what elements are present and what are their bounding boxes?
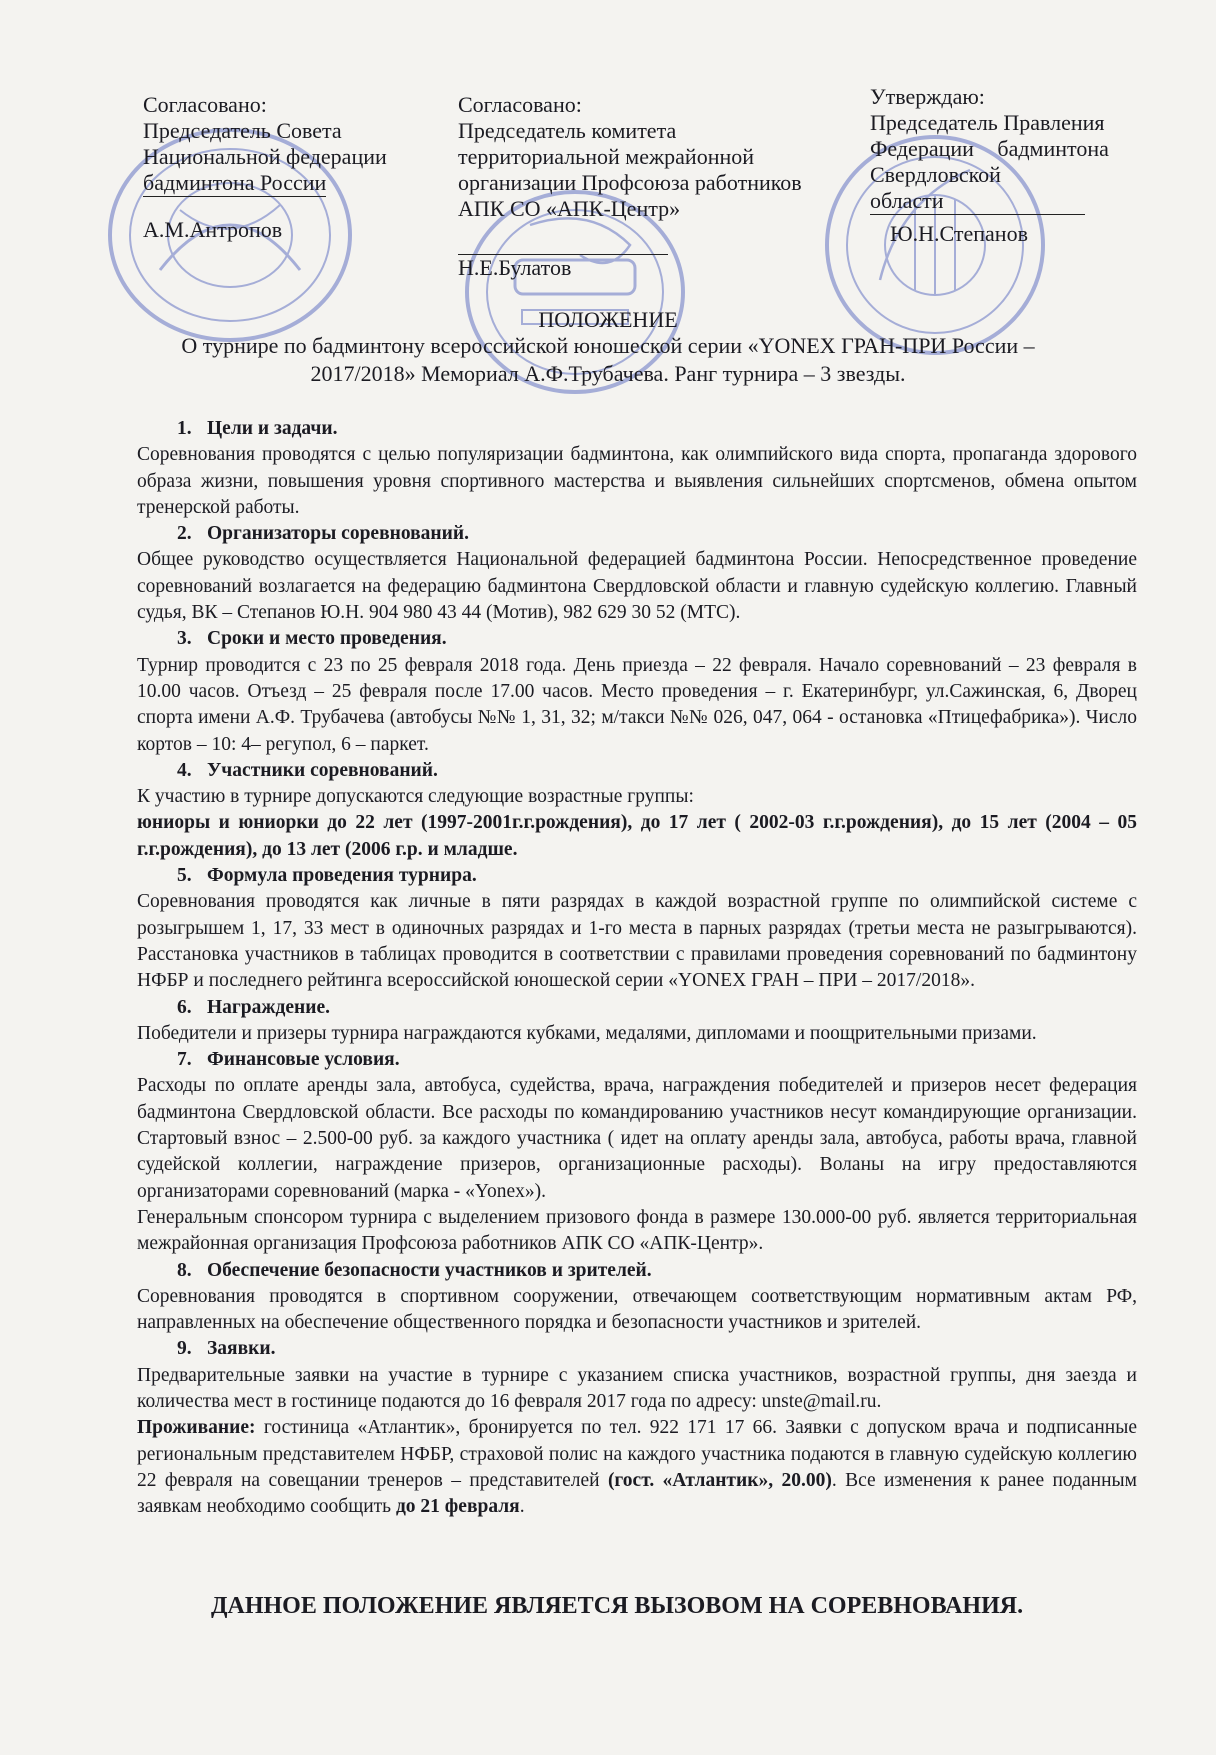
section-number: 7.	[177, 1049, 192, 1071]
approval-line: Председатель Правления	[870, 110, 1105, 135]
approval-left	[143, 92, 443, 243]
section-title: Цели и задачи.	[207, 418, 338, 439]
section-heading	[137, 863, 1137, 889]
living-text: гостиница «Атлантик», бронируется по тел. 922 171 17 66. Заявки с допуском врача и подписанные региональным представителем НФБР, страховой полис на каждого участника подаются в главную судейскую коллегию 22 февраля на совещании тренеров – представителей	[137, 1417, 1138, 1491]
section-text: Генеральным спонсором турнира с выделением призового фонда в размере 130.000-00 руб. является территориальная межрайонная организация Профсоюза работников АПК СО «АПК-Центр».	[137, 1206, 1137, 1255]
approval-right	[870, 84, 1150, 247]
section-heading	[137, 1336, 1137, 1362]
document-subtitle-line1: О турнире по бадминтону всероссийской юношеской серии «YONEX ГРАН-ПРИ России –	[181, 333, 1035, 358]
section-heading	[137, 521, 1137, 547]
section-text: Турнир проводится с 23 по 25 февраля 2018 года. День приезда – 22 февраля. Начало соревнований – 23 февраля в 10.00 часов. Отъезд – 25 февраля после 17.00 часов. Место проведения – г. Екатеринбург, ул.Сажинская, 6, Дворец спорта имени А.Ф. Трубачева (автобусы №№ 1, 31, 32; м/такси №№ 026, 047, 064 - остановка «Птицефабрика»). Число кортов – 10: 4– регупол, 6 – паркет.	[137, 654, 1137, 755]
final-statement: ДАННОЕ ПОЛОЖЕНИЕ ЯВЛЯЕТСЯ ВЫЗОВОМ НА СОРЕВНОВАНИЯ.	[211, 1593, 1024, 1619]
section-heading	[137, 626, 1137, 652]
document-title: ПОЛОЖЕНИЕ	[538, 307, 678, 332]
signatory-name: Ю.Н.Степанов	[890, 221, 1028, 246]
section-number: 8.	[177, 1259, 192, 1281]
meeting-bold: (гост. «Атлантик», 20.00)	[607, 1469, 832, 1491]
living-label: Проживание:	[137, 1417, 256, 1439]
approval-line	[143, 170, 443, 197]
section-number: 2.	[177, 523, 192, 545]
signature-line	[458, 228, 668, 255]
signatory-name: Н.Е.Булатов	[458, 255, 572, 280]
approval-signatory	[143, 217, 443, 243]
section-heading	[137, 995, 1137, 1021]
approval-heading: Согласовано:	[143, 92, 267, 117]
section-number: 5.	[177, 865, 192, 887]
approval-signatory-name	[458, 255, 878, 281]
section-heading	[137, 416, 1137, 442]
approval-signatory	[870, 221, 1150, 247]
section-text: Соревнования проводятся с целью популяризации бадминтона, как олимпийского вида спорта, пропаганда здорового образа жизни, повышения уровня спортивного мастерства и выявления сильнейших спортсменов, обмена опытом тренерской работы.	[137, 444, 1137, 518]
approval-line: территориальной межрайонной	[458, 144, 755, 169]
section-title: Сроки и место проведения.	[207, 628, 447, 650]
section-title: Обеспечение безопасности участников и зрителей.	[207, 1259, 652, 1281]
document-subtitle-line2: 2017/2018» Мемориал А.Ф.Трубачева. Ранг турнира – 3 звезды.	[310, 361, 906, 386]
section-title: Формула проведения турнира.	[207, 865, 477, 887]
section-number: 4.	[177, 759, 192, 781]
section-text: Соревнования проводятся в спортивном сооружении, отвечающем соответствующим нормативным актам РФ, направленных на обеспечение общественного порядка и безопасности участников и зрителей.	[137, 1285, 1137, 1334]
approval-line-underlined: области	[870, 188, 1085, 215]
section-title: Финансовые условия.	[207, 1049, 400, 1071]
section-text: Соревнования проводятся как личные в пяти разрядах в каждой возрастной группе по олимпийской системе с розыгрышем 1, 17, 33 мест в одиночных разрядах и 1-го места в парных разрядах (третьи места не разыгрываются). Расстановка участников в таблицах проводится в соответствии с правилами проведения соревнований по бадминтону НФБР и последнего рейтинга всероссийской юношеской серии «YONEX ГРАН – ПРИ – 2017/2018».	[137, 891, 1137, 992]
document-body	[137, 416, 1137, 1520]
section-number: 1.	[177, 418, 192, 439]
changes-text: . Все изменения к ранее поданным заявкам необходимо сообщить	[137, 1469, 1137, 1518]
section-heading	[137, 1047, 1137, 1073]
signatory-name: А.М.Антропов	[143, 217, 283, 242]
approval-line: организации Профсоюза работников	[458, 170, 802, 195]
section-title: Заявки.	[207, 1338, 276, 1360]
approval-middle	[458, 92, 878, 281]
section-text: Расходы по оплате аренды зала, автобуса, судейства, врача, награждения победителей и призеров несет федерация бадминтона Свердловской области. Все расходы по командированию участников несут командирующие организации. Стартовый взнос – 2.500-00 руб. за каждого участника ( идет на оплату аренды зала, автобуса, работы врача, главной судейской коллегии, награждение призеров, организационные расходы). Воланы на игру предоставляются организаторами соревнований (марка - «Yonex»).	[137, 1075, 1137, 1202]
changes-deadline: до 21 февраля	[395, 1496, 520, 1518]
approval-line: Председатель комитета	[458, 118, 677, 143]
section-title: Участники соревнований.	[207, 759, 438, 781]
section-text: К участию в турнире допускаются следующие возрастные группы:	[137, 786, 694, 808]
approval-line: АПК СО «АПК-Центр»	[458, 196, 681, 221]
section-number: 6.	[177, 996, 192, 1018]
approval-heading: Утверждаю:	[870, 84, 985, 109]
approval-line: Федерации бадминтона	[870, 136, 1109, 161]
section-heading	[137, 1258, 1137, 1284]
section-text: Общее руководство осуществляется Национальной федерацией бадминтона России. Непосредственное проведение соревнований возлагается на федерацию бадминтона Свердловской области и главную судейскую коллегию. Главный судья, ВК – Степанов Ю.Н. 904 980 43 44 (Мотив), 982 629 30 52 (МТС).	[137, 549, 1137, 624]
end-period: .	[519, 1496, 525, 1518]
approval-line	[870, 188, 1150, 215]
section-text-living	[137, 1415, 1137, 1520]
section-title: Организаторы соревнований.	[207, 523, 469, 545]
section-number: 9.	[177, 1338, 192, 1360]
section-text: Победители и призеры турнира награждаются кубками, медалями, дипломами и поощрительными призами.	[137, 1022, 1037, 1044]
section-text: Предварительные заявки на участие в турнире с указанием списка участников, возрастной группы, дня заезда и количества мест в гостинице подаются до 16 февраля 2017 года по адресу: unste@mail.ru.	[137, 1364, 1137, 1412]
section-heading	[137, 758, 1137, 784]
section-number: 3.	[177, 628, 192, 650]
approval-heading: Согласовано:	[458, 92, 582, 117]
approval-line: Председатель Совета	[143, 118, 342, 143]
section-title: Награждение.	[207, 996, 331, 1018]
approval-signatory	[458, 228, 878, 255]
approval-line-underlined: бадминтона России	[143, 170, 327, 195]
approval-line: Свердловской	[870, 162, 1001, 187]
approval-line: Национальной федерации	[143, 144, 387, 169]
section-text-bold: юниоры и юниорки до 22 лет (1997-2001г.г.рождения), до 17 лет ( 2002-03 г.г.рождения), до 15 лет (2004 – 05 г.г.рождения), до 13 лет (2006 г.р. и младше.	[137, 812, 1137, 860]
